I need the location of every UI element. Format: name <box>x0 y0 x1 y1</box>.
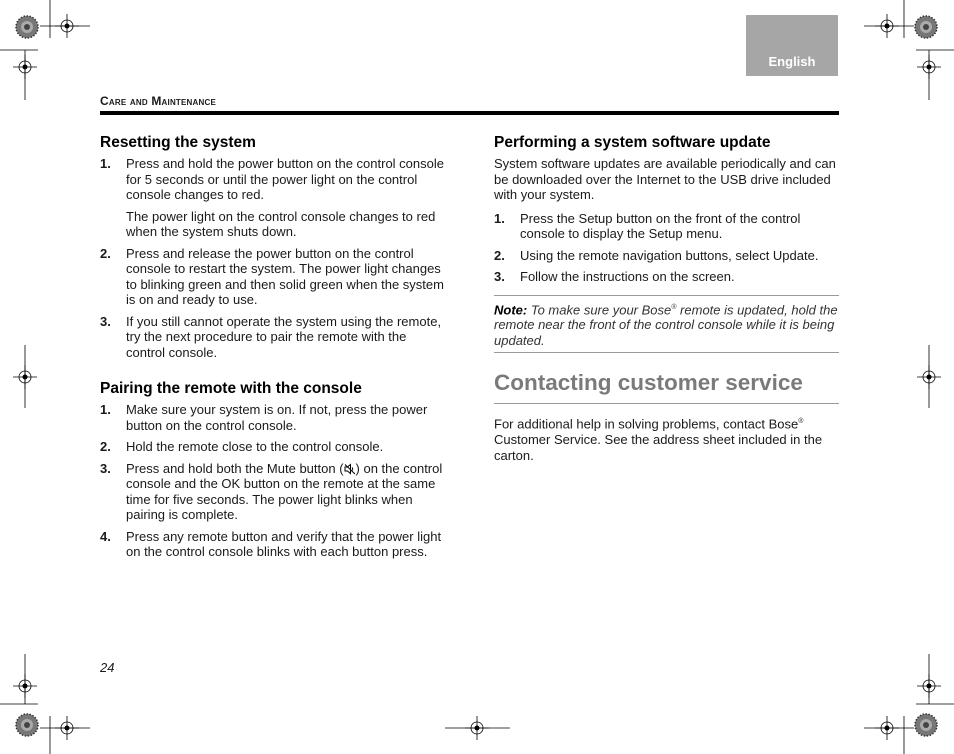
list-item <box>100 402 446 433</box>
step-number: 2. <box>100 245 111 261</box>
registered-mark: ® <box>671 303 677 311</box>
contact-text <box>494 414 839 463</box>
language-tab: English <box>746 15 838 76</box>
step-number: 3. <box>494 269 505 284</box>
step-extra-text: The power light on the control console changes to red when the system shuts down. <box>126 208 436 239</box>
list-item <box>494 211 839 242</box>
step-text-after: ) on the control console and the OK button on the remote at the same time for five seconds. The power light blinks when pairing is complete. <box>126 460 443 522</box>
step-text: Press and hold the power button on the control console for 5 seconds or until the power light on the control console changes to red. <box>126 156 444 202</box>
step-number: 3. <box>100 313 111 329</box>
step-number: 2. <box>494 247 505 263</box>
pair-heading: Pairing the remote with the console <box>100 380 362 397</box>
list-item <box>100 156 446 240</box>
contact-heading: Contacting customer service <box>494 369 839 404</box>
reset-heading: Resetting the system <box>100 134 256 151</box>
step-text: Hold the remote close to the control console. <box>126 439 384 454</box>
right-column <box>494 134 839 476</box>
list-item <box>100 314 446 361</box>
step-number: 1. <box>494 210 505 226</box>
registered-mark: ® <box>798 418 804 426</box>
mute-speaker-icon <box>344 463 356 475</box>
step-text: Using the remote navigation buttons, select Update. <box>520 247 819 263</box>
step-text: Make sure your system is on. If not, press the power button on the control console. <box>126 402 428 433</box>
update-heading: Performing a system software update <box>494 134 771 151</box>
section-header: Care and Maintenance <box>100 94 216 108</box>
step-number: 4. <box>100 528 111 544</box>
contact-text-after: Customer Service. See the address sheet included in the carton. <box>494 432 823 463</box>
step-text: Press the Setup button on the front of the control console to display the Setup menu. <box>520 210 801 241</box>
step-text: Follow the instructions on the screen. <box>520 269 735 284</box>
note-text-after: remote is updated, hold the remote near the front of the control console while it is being updated. <box>494 301 838 348</box>
note-text-before: To make sure your Bose <box>527 301 672 317</box>
left-column <box>100 134 446 566</box>
page-number: 24 <box>100 660 115 675</box>
list-item <box>100 246 446 308</box>
pair-steps <box>100 402 446 560</box>
step-number: 1. <box>100 156 111 171</box>
step-number: 3. <box>100 460 111 476</box>
list-item <box>494 248 839 264</box>
step-text: Press and release the power button on the control console to restart the system. The power light changes to blinking green and then solid green when the system is on and ready to use. <box>126 245 444 307</box>
update-steps <box>494 211 839 285</box>
list-item <box>100 439 446 455</box>
header-rule <box>100 111 839 115</box>
list-item <box>494 269 839 285</box>
step-text: Press any remote button and verify that the power light on the control console blinks with each button press. <box>126 528 442 559</box>
reset-steps <box>100 156 446 360</box>
step-number: 1. <box>100 402 111 417</box>
step-text <box>126 461 446 523</box>
note-box <box>494 295 839 354</box>
step-text-before: Press and hold both the Mute button ( <box>126 460 344 476</box>
contact-text-before: For additional help in solving problems, contact Bose <box>494 416 799 432</box>
note-label: Note: <box>494 301 528 317</box>
list-item <box>100 461 446 523</box>
step-text: If you still cannot operate the system using the remote, try the next procedure to pair the remote with the control console. <box>126 313 442 360</box>
update-intro: System software updates are available periodically and can be downloaded over the Internet to the USB drive included with your system. <box>494 156 836 202</box>
step-number: 2. <box>100 439 111 454</box>
list-item <box>100 529 446 560</box>
